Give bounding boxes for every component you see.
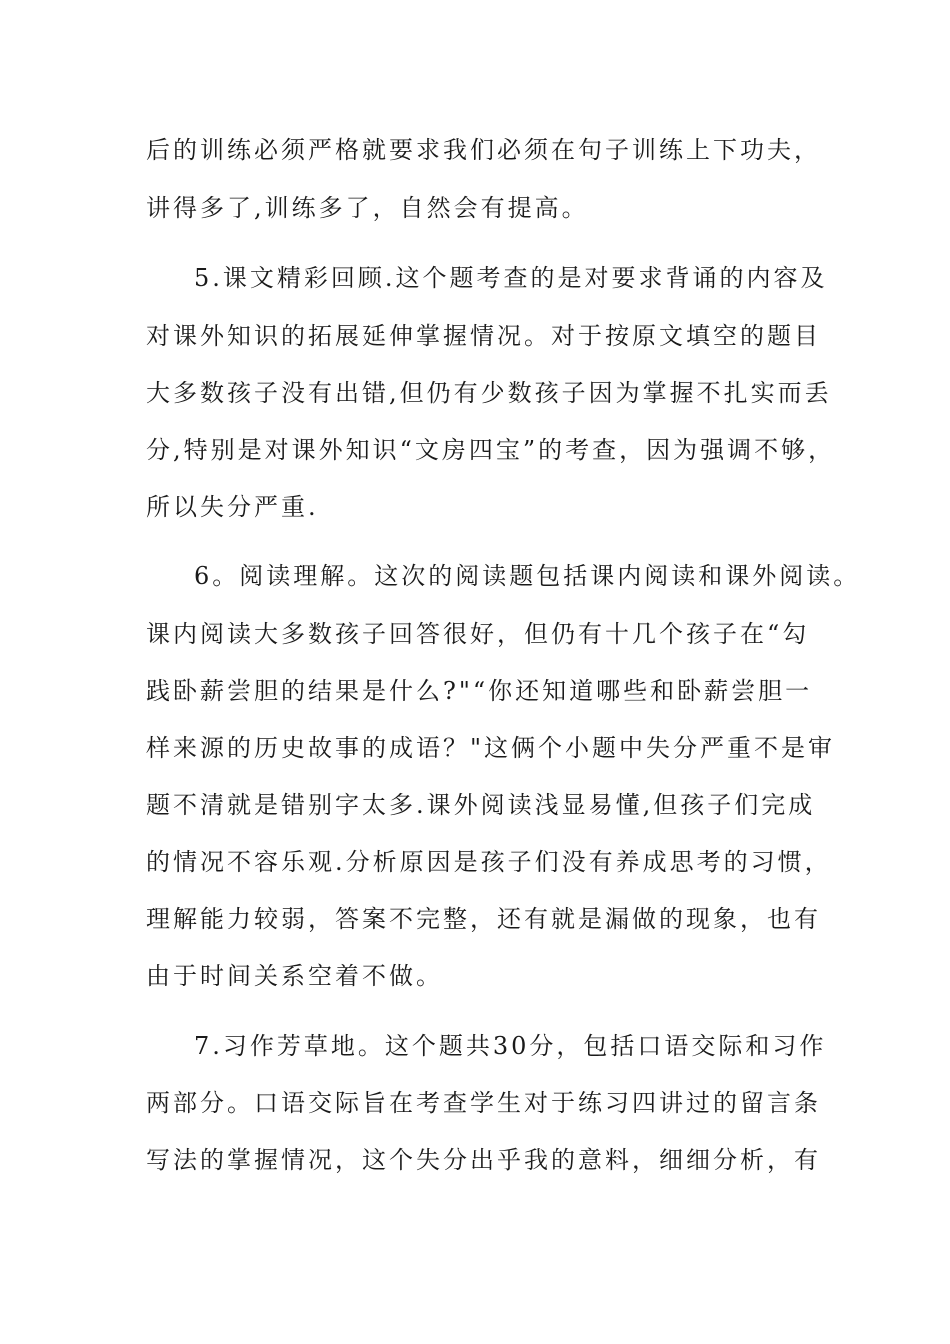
- text-line: 讲得多了,训练多了，自然会有提高。: [146, 194, 589, 222]
- text-line: 样来源的历史故事的成语？"这俩个小题中失分严重不是审: [146, 734, 836, 762]
- text-line: 后的训练必须严格就要求我们必须在句子训练上下功夫，: [146, 136, 821, 164]
- text-line: 大多数孩子没有出错,但仍有少数孩子因为掌握不扎实而丢: [146, 379, 832, 407]
- text-line: 分,特别是对课外知识“文房四宝”的考查，因为强调不够，: [146, 436, 836, 464]
- paragraph-7-line: 7.习作芳草地。这个题共30分，包括口语交际和习作: [194, 1032, 827, 1060]
- paragraph-6-line: 6。阅读理解。这次的阅读题包括课内阅读和课外阅读。: [194, 562, 861, 590]
- text-line: 题不清就是错别字太多.课外阅读浅显易懂,但孩子们完成: [146, 791, 816, 819]
- text-line: 对课外知识的拓展延伸掌握情况。对于按原文填空的题目: [146, 322, 821, 350]
- text-line: 理解能力较弱，答案不完整，还有就是漏做的现象，也有: [146, 905, 821, 933]
- text-line: 写法的掌握情况，这个失分出乎我的意料，细细分析，有: [146, 1146, 821, 1174]
- text-line: 践卧薪尝胆的结果是什么?"“你还知道哪些和卧薪尝胆一: [146, 677, 813, 705]
- text-line: 所以失分严重.: [146, 493, 319, 521]
- text-line: 两部分。口语交际旨在考查学生对于练习四讲过的留言条: [146, 1089, 821, 1117]
- text-line: 课内阅读大多数孩子回答很好，但仍有十几个孩子在“勾: [146, 620, 810, 648]
- text-line: 的情况不容乐观.分析原因是孩子们没有养成思考的习惯，: [146, 848, 832, 876]
- text-line: 由于时间关系空着不做。: [146, 962, 443, 990]
- paragraph-5-line: 5.课文精彩回顾.这个题考查的是对要求背诵的内容及: [194, 264, 828, 292]
